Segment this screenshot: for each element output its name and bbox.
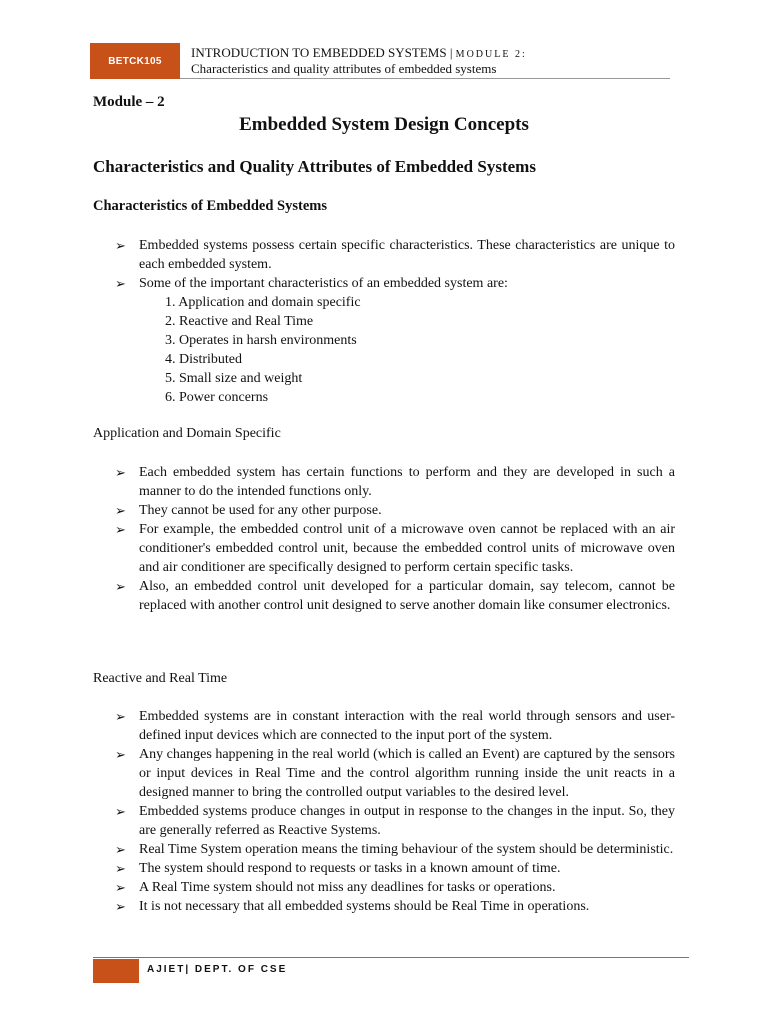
app-domain-heading: Application and Domain Specific bbox=[93, 426, 281, 441]
reactive-bullet-list bbox=[115, 707, 675, 916]
bullet-item bbox=[115, 520, 675, 577]
characteristic-item: 6. Power concerns bbox=[165, 390, 269, 405]
header-subtitle: Characteristics and quality attributes of embedded systems bbox=[191, 61, 497, 76]
bullet-item bbox=[115, 707, 675, 745]
arrow-bullet-icon: ➢ bbox=[115, 522, 126, 537]
bullet-text: Also, an embedded control unit developed for a particular domain, say telecom, cannot be replaced with another control unit designed to serve another domain like consumer electronics. bbox=[139, 579, 675, 613]
bullet-item bbox=[115, 501, 675, 520]
header-title: INTRODUCTION TO EMBEDDED SYSTEMS bbox=[191, 45, 447, 60]
module-label: Module – 2 bbox=[93, 94, 165, 110]
section-heading: Characteristics and Quality Attributes of Embedded Systems bbox=[93, 157, 536, 176]
bullet-item bbox=[115, 878, 675, 897]
bullet-item bbox=[115, 859, 675, 878]
bullet-item bbox=[115, 745, 675, 802]
course-code-badge: BETCK105 bbox=[90, 43, 180, 79]
arrow-bullet-icon: ➢ bbox=[115, 842, 126, 857]
bullet-text: It is not necessary that all embedded systems should be Real Time in operations. bbox=[139, 899, 590, 914]
bullet-item bbox=[115, 577, 675, 615]
header-module: MODULE 2: bbox=[455, 49, 527, 60]
bullet-item bbox=[115, 274, 675, 293]
page-title: Embedded System Design Concepts bbox=[239, 114, 529, 135]
arrow-bullet-icon: ➢ bbox=[115, 276, 126, 291]
bullet-item bbox=[115, 236, 675, 274]
arrow-bullet-icon: ➢ bbox=[115, 238, 126, 253]
arrow-bullet-icon: ➢ bbox=[115, 880, 126, 895]
bullet-text: Embedded systems are in constant interaction with the real world through sensors and user-defined input devices which are connected to the input port of the system. bbox=[139, 709, 675, 743]
reactive-heading: Reactive and Real Time bbox=[93, 671, 228, 686]
bullet-text: Some of the important characteristics of an embedded system are: bbox=[139, 276, 508, 291]
characteristics-list bbox=[165, 293, 361, 407]
bullet-text: The system should respond to requests or tasks in a known amount of time. bbox=[139, 861, 561, 876]
intro-bullet-list bbox=[115, 236, 675, 293]
bullet-text: For example, the embedded control unit of a microwave oven cannot be replaced with an air conditioner's embedded control unit, because the embedded control units of microwave oven and air conditioner are specifically designed to perform certain specific tasks. bbox=[139, 522, 675, 575]
characteristic-item: 5. Small size and weight bbox=[165, 371, 303, 386]
arrow-bullet-icon: ➢ bbox=[115, 804, 126, 819]
bullet-text: Any changes happening in the real world (which is called an Event) are captured by the sensors or input devices in Real Time and the control algorithm running inside the unit reacts in a designed manner to bring the controlled output variables to the desired level. bbox=[139, 747, 675, 800]
arrow-bullet-icon: ➢ bbox=[115, 747, 126, 762]
header-separator: | bbox=[446, 45, 456, 60]
arrow-bullet-icon: ➢ bbox=[115, 503, 126, 518]
footer-text: AJIET| DEPT. OF CSE bbox=[147, 964, 288, 975]
header-title-line bbox=[191, 45, 527, 61]
characteristic-item: 3. Operates in harsh environments bbox=[165, 333, 357, 348]
arrow-bullet-icon: ➢ bbox=[115, 709, 126, 724]
bullet-text: They cannot be used for any other purpose. bbox=[139, 503, 382, 518]
characteristic-item: 2. Reactive and Real Time bbox=[165, 314, 314, 329]
arrow-bullet-icon: ➢ bbox=[115, 899, 126, 914]
app-domain-bullet-list bbox=[115, 463, 675, 615]
header-divider bbox=[180, 78, 670, 79]
arrow-bullet-icon: ➢ bbox=[115, 465, 126, 480]
bullet-text: Embedded systems produce changes in output in response to the changes in the input. So, they are generally referred as Reactive Systems. bbox=[139, 804, 675, 838]
bullet-text: Real Time System operation means the timing behaviour of the system should be deterministic. bbox=[139, 842, 674, 857]
bullet-text: Embedded systems possess certain specific characteristics. These characteristics are unique to each embedded system. bbox=[139, 238, 675, 272]
bullet-item bbox=[115, 897, 675, 916]
footer-divider bbox=[93, 957, 689, 958]
bullet-text: Each embedded system has certain functions to perform and they are developed in such a manner to do the intended functions only. bbox=[139, 465, 675, 499]
characteristic-item: 1. Application and domain specific bbox=[165, 295, 361, 310]
arrow-bullet-icon: ➢ bbox=[115, 861, 126, 876]
bullet-item bbox=[115, 840, 675, 859]
subsection-heading: Characteristics of Embedded Systems bbox=[93, 198, 327, 214]
arrow-bullet-icon: ➢ bbox=[115, 579, 126, 594]
characteristic-item: 4. Distributed bbox=[165, 352, 242, 367]
bullet-item bbox=[115, 463, 675, 501]
page-header bbox=[90, 43, 670, 79]
bullet-item bbox=[115, 802, 675, 840]
footer-accent-box bbox=[93, 959, 139, 983]
bullet-text: A Real Time system should not miss any deadlines for tasks or operations. bbox=[139, 880, 556, 895]
page-footer bbox=[93, 957, 689, 983]
